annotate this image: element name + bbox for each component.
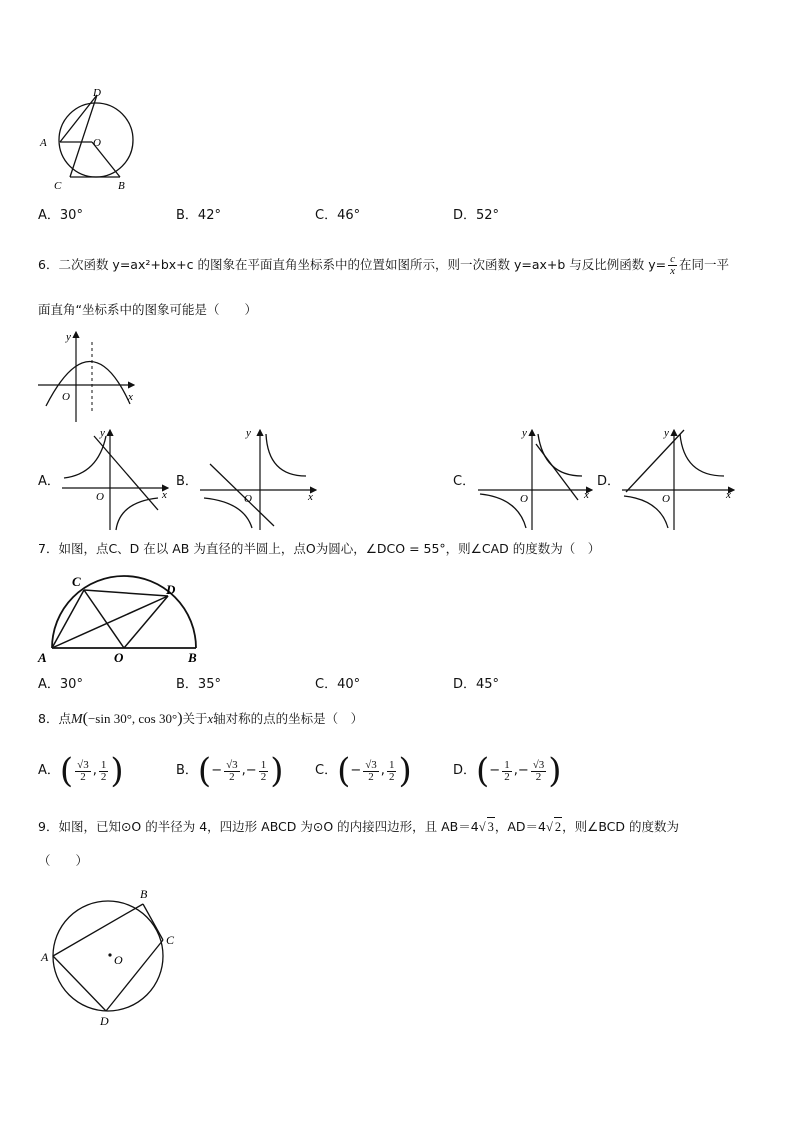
q9-label-O: O [114, 953, 123, 967]
q6-b-o: O [244, 493, 252, 505]
q6-c-o: O [520, 493, 528, 505]
q6-d-y: y [664, 427, 669, 439]
q5-label-O: O [93, 137, 101, 149]
q6-c-x: x [584, 489, 589, 501]
q6-graph-o: O [62, 391, 70, 403]
q6-question-line2: 面直角“坐标系中的图象可能是（ ） [38, 302, 257, 317]
q7-label-B: B [188, 650, 197, 665]
q6-d-o: O [662, 493, 670, 505]
q7-option-d: D．45° [453, 677, 500, 692]
q7-label-D: D [166, 582, 176, 597]
q5-figure [36, 84, 146, 196]
q9-label-D: D [100, 1014, 109, 1028]
q9-label-A: A [41, 950, 49, 964]
q6-option-c-label: C． [453, 474, 476, 489]
q8-option-d: D． ( − $\frac{1}{2}$ , − $\frac{√3}{2}$ ) [453, 751, 562, 791]
q6-b-x: x [308, 491, 313, 503]
q7-label-O: O [114, 650, 124, 665]
q9-question-line2: （ ） [38, 853, 89, 868]
q7-option-b: B．35° [176, 677, 221, 692]
q5-option-c: C．46° [315, 208, 361, 223]
q6-option-b-label: B． [176, 474, 198, 489]
q5-option-a: A．30° [38, 208, 83, 223]
q7-question: 7．如图，点C、D 在以 AB 为直径的半圆上，点O为圆心，∠DCO = 55°，则∠CAD 的度数为（ ） [38, 541, 601, 556]
q6-option-c-graph [474, 426, 598, 534]
q5-label-C: C [54, 180, 62, 192]
q6-a-x: x [162, 489, 167, 501]
q6-fraction: $\frac{c}{x}$ [670, 253, 676, 277]
q6-option-a-label: A． [38, 474, 60, 489]
q6-option-a-graph [58, 426, 172, 534]
q9-label-B: B [140, 887, 148, 901]
q8-option-a: A． ( $\frac{√3}{2}$ , $\frac{1}{2}$ ) [38, 751, 124, 791]
q6-c-y: y [522, 427, 527, 439]
q5-option-b: B．42° [176, 208, 221, 223]
q9-label-C: C [166, 933, 175, 947]
q6-question-line1: 6．二次函数 y=ax²+bx+c 的图象在平面直角坐标系中的位置如图所示，则一次函数 y=ax+b 与反比例函数 y= $\frac{c}{x}$ 在同一平 [38, 253, 730, 277]
q6-d-x: x [726, 489, 731, 501]
q7-option-a: A．30° [38, 677, 83, 692]
q6-option-d-label: D． [597, 474, 621, 489]
q6-a-o: O [96, 491, 104, 503]
q5-label-B: B [118, 180, 125, 192]
q5-option-d: D．52° [453, 208, 500, 223]
q6-option-b-graph [196, 426, 320, 534]
q9-figure [36, 884, 186, 1030]
q6-b-y: y [246, 427, 251, 439]
q5-label-D: D [93, 87, 101, 99]
q8-option-c: C． ( − $\frac{√3}{2}$ , $\frac{1}{2}$ ) [315, 751, 412, 791]
q5-label-A: A [40, 137, 47, 149]
q6-option-d-graph [618, 426, 738, 534]
q6-graph-x: x [128, 391, 133, 403]
q7-option-c: C．40° [315, 677, 361, 692]
q7-label-C: C [72, 574, 81, 589]
q7-label-A: A [38, 650, 47, 665]
q7-figure [34, 572, 214, 666]
q6-a-y: y [100, 427, 105, 439]
q6-parabola-graph [36, 328, 140, 426]
q9-question-line1: 9．如图，已知⊙O 的半径为 4，四边形 ABCD 为⊙O 的内接四边形，且 AB＝4√ 3，AD＝4√ 2，则∠BCD 的度数为 [38, 819, 679, 834]
q8-option-b: B． ( − $\frac{√3}{2}$ , − $\frac{1}{2}$ ) [176, 751, 284, 791]
q6-graph-y: y [66, 331, 71, 343]
q8-question: 8．点M(−sin 30°, cos 30°)关于x轴对称的点的坐标是（ ） [38, 710, 364, 727]
